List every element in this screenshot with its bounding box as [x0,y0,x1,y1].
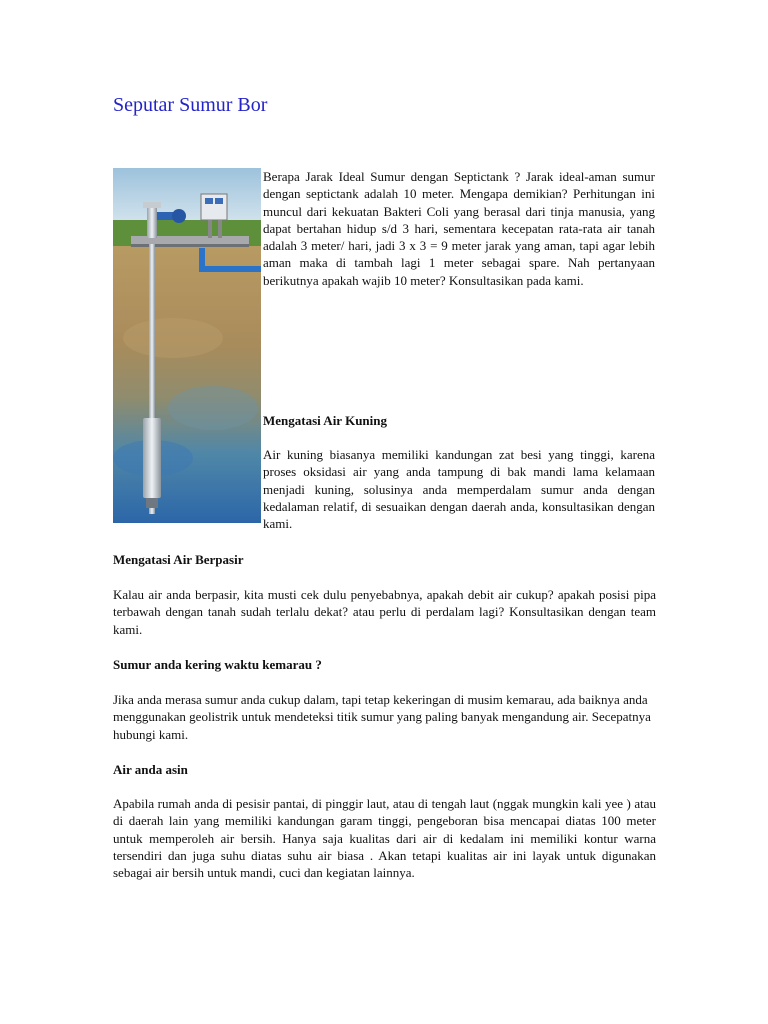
section-body-air-kuning: Air kuning biasanya memiliki kandungan zat besi yang tinggi, karena proses oksidasi air yang anda tampung di bak mandi lama kelamaan menjadi kuning, solusinya anda memperdalam sumur anda dengan kedalaman relatif, di sesuaikan dengan daerah anda, konsultasikan dengan kami. [263,447,655,532]
section-body-air-berpasir: Kalau air anda berpasir, kita musti cek dulu penyebabnya, apakah debit air cukup? apakah posisi pipa terbawah dengan tanah sudah terlalu dekat? atau perlu di perdalam lagi? Konsultasikan dengan team kami. [113,587,656,637]
section-heading-air-berpasir: Mengatasi Air Berpasir [113,552,244,567]
section-heading-air-asin: Air anda asin [113,762,188,777]
well-diagram-svg [113,168,261,523]
section-heading-sumur-kering: Sumur anda kering waktu kemarau ? [113,657,322,672]
section-body-sumur-kering: Jika anda merasa sumur anda cukup dalam, tapi tetap kekeringan di musim kemarau, ada baiknya anda menggunakan geolistrik untuk mendeteksi titik sumur yang paling banyak mengandung air. Secepatnya hubungi kami. [113,692,651,742]
intro-paragraph: Berapa Jarak Ideal Sumur dengan Septictank ? Jarak ideal-aman sumur dengan septictank adalah 10 meter. Mengapa demikian? Perhitungan ini muncul dari kekuatan Bakteri Coli yang berasal dari tinja manusia, yang dapat bertahan hidup s/d 3 hari, sementara kecepatan rata-rata air tanah adalah 3 meter/ hari, jadi 3 x 3 = 9 meter jarak yang aman, tapi agar lebih aman maka di tambah lagi 1 meter sebagai spare. Nah pertanyaan berikutnya apakah wajib 10 meter? Konsultasikan pada kami. [263,169,655,288]
page-title: Seputar Sumur Bor [113,94,268,116]
well-pump-illustration [113,168,261,523]
section-body-air-asin: Apabila rumah anda di pesisir pantai, di pinggir laut, atau di tengah laut (nggak mungkin kali yee ) atau di daerah lain yang memiliki kandungan garam tinggi, pengeboran bisa mencapai diatas 100 meter untuk memperoleh air bersih. Hanya saja kualitas dari air di kedalam ini memiliki kontur warna tersendiri dan juga suhu diatas suhu air biasa . Akan tetapi kualitas air ini layak untuk digunakan sebagai air bersih untuk mandi, cuci dan kegiatan lainnya. [113,796,656,881]
section-heading-air-kuning: Mengatasi Air Kuning [263,413,388,428]
